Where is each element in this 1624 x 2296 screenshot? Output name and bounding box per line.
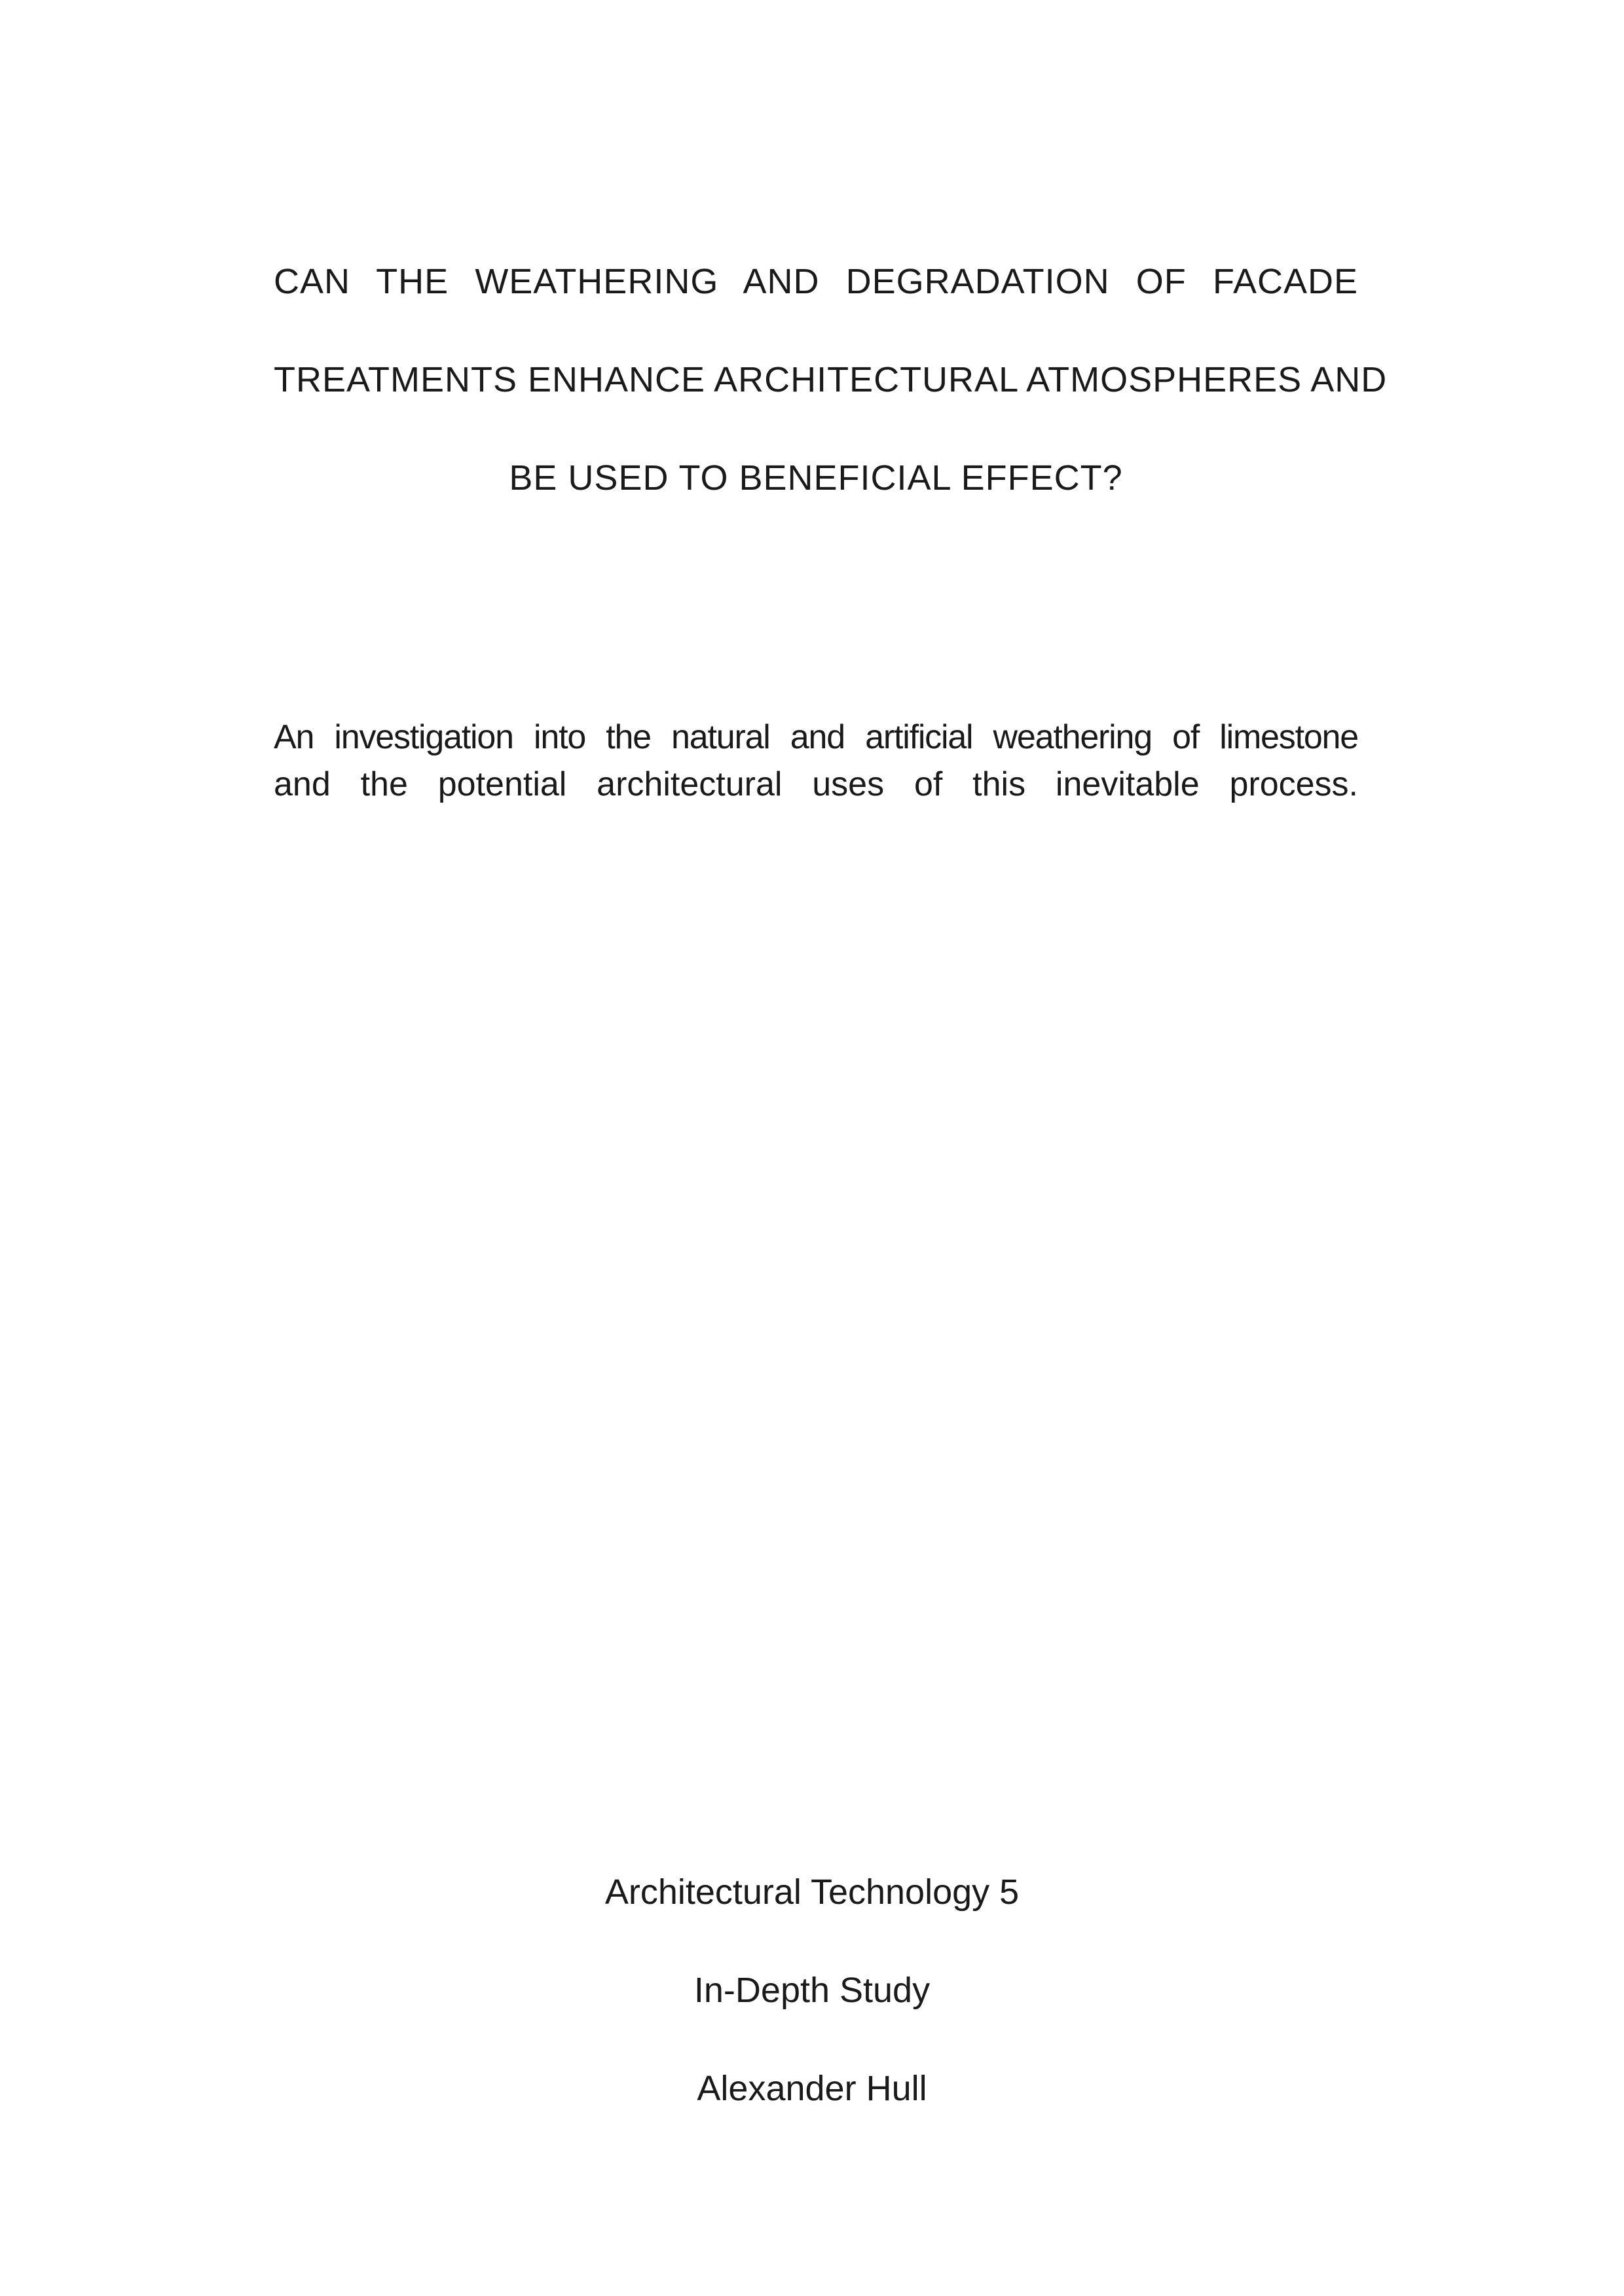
- title-line-3: BE USED TO BENEFICIAL EFFECT?: [509, 458, 1123, 498]
- title-line-2: TREATMENTS ENHANCE ARCHITECTURAL ATMOSPHERES AND: [274, 360, 1388, 399]
- course-name: Architectural Technology 5: [604, 1872, 1020, 1912]
- author-name: Alexander Hull: [697, 2069, 927, 2108]
- study-type: In-Depth Study: [693, 1971, 931, 2010]
- subtitle-line-1: An investigation into the natural and artificial weathering of limestone: [274, 718, 1358, 756]
- subtitle-line-2: and the potential architectural uses of this inevitable process.: [274, 765, 1358, 803]
- title-line-1: CAN THE WEATHERING AND DEGRADATION OF FACADE: [274, 262, 1358, 301]
